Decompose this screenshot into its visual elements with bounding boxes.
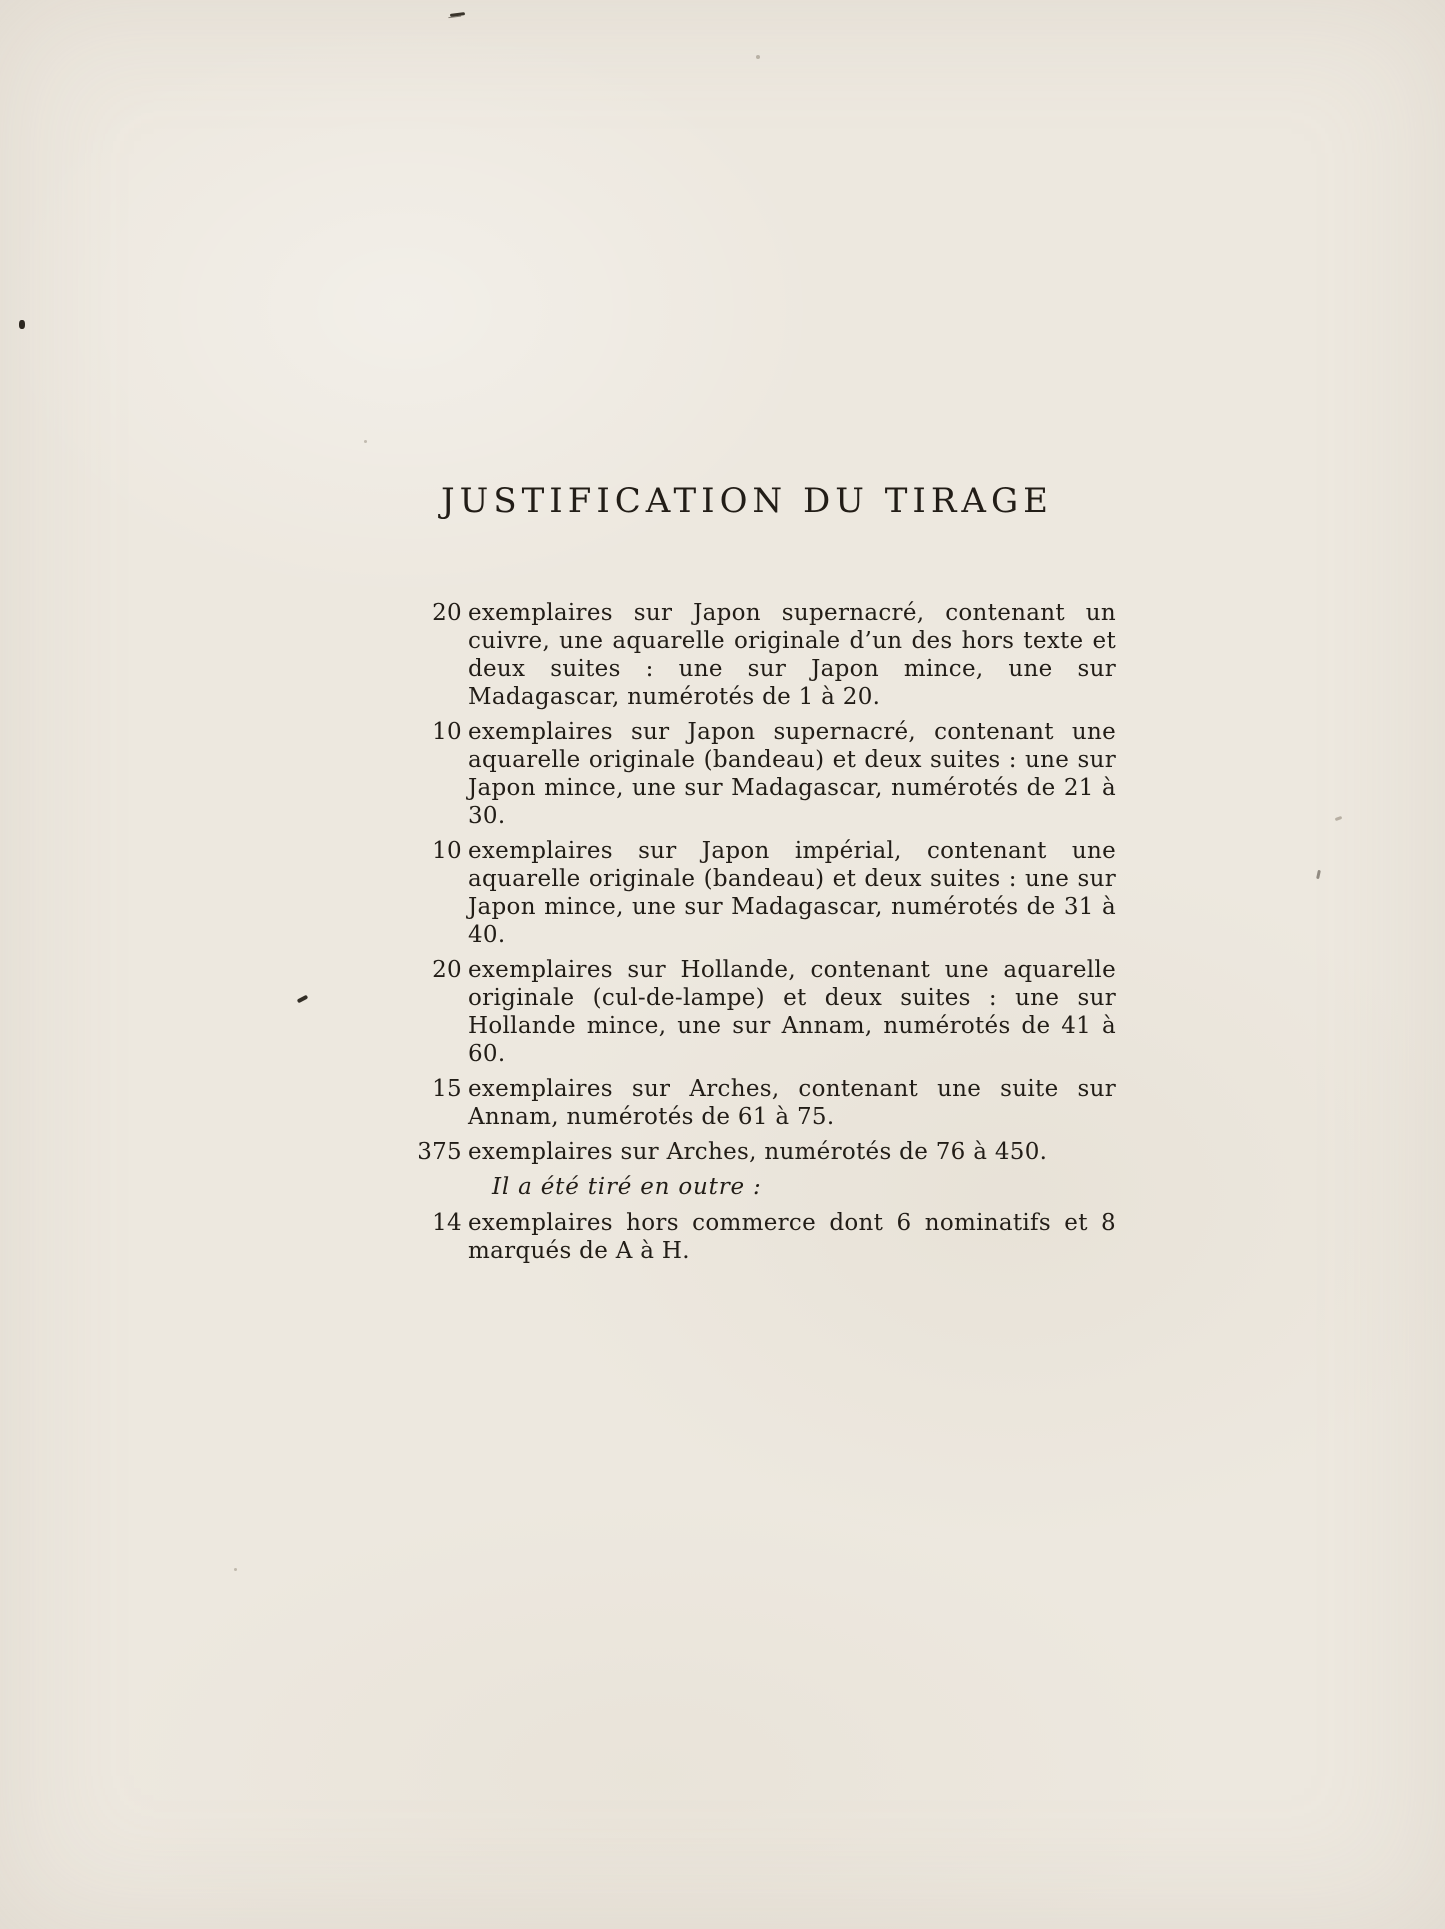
scan-speck [297, 995, 309, 1004]
scan-speck [19, 320, 25, 329]
scan-speck [234, 1568, 237, 1571]
page-title: JUSTIFICATION DU TIRAGE [441, 481, 1053, 521]
limitation-text: exemplaires hors commerce dont 6 nominatifs et 8 marqués de A à H. [468, 1210, 1116, 1264]
limitation-item [405, 1075, 1117, 1131]
limitation-text: exemplaires sur Japon supernacré, contenant un cuivre, une aquarelle originale d’un des hors texte et deux suites : une sur Japon mince, une sur Madagascar, numérotés de 1 à 20. [468, 600, 1116, 710]
scan-speck [364, 440, 367, 443]
limitation-item [405, 837, 1117, 949]
copy-count: 375 [417, 1139, 462, 1165]
limitation-text: exemplaires sur Arches, numérotés de 76 à 450. [468, 1139, 1048, 1165]
copy-count: 15 [432, 1076, 462, 1102]
copy-count: 10 [432, 719, 462, 745]
limitation-list [405, 599, 1117, 1272]
limitation-text: exemplaires sur Japon impérial, contenant une aquarelle originale (bandeau) et deux suites : une sur Japon mince, une sur Madagascar, numérotés de 31 à 40. [468, 838, 1116, 948]
copy-count: 10 [432, 838, 462, 864]
limitation-item-hors-commerce [405, 1209, 1117, 1265]
scan-speck [450, 12, 465, 17]
scan-speck [1335, 816, 1343, 821]
limitation-item [405, 599, 1117, 711]
copy-count: 14 [432, 1210, 462, 1236]
copy-count: 20 [432, 600, 462, 626]
limitation-item [405, 1138, 1117, 1166]
copy-count: 20 [432, 957, 462, 983]
scan-speck [1316, 870, 1321, 879]
limitation-text: exemplaires sur Japon supernacré, contenant une aquarelle originale (bandeau) et deux suites : une sur Japon mince, une sur Madagascar, numérotés de 21 à 30. [468, 719, 1116, 829]
limitation-item [405, 956, 1117, 1068]
scan-speck [756, 55, 760, 59]
limitation-item [405, 718, 1117, 830]
limitation-text: exemplaires sur Arches, contenant une suite sur Annam, numérotés de 61 à 75. [468, 1076, 1116, 1130]
limitation-text: exemplaires sur Hollande, contenant une aquarelle originale (cul-de-lampe) et deux suites : une sur Hollande mince, une sur Annam, numérotés de 41 à 60. [468, 957, 1116, 1067]
interlude-note: Il a été tiré en outre : [492, 1174, 762, 1200]
